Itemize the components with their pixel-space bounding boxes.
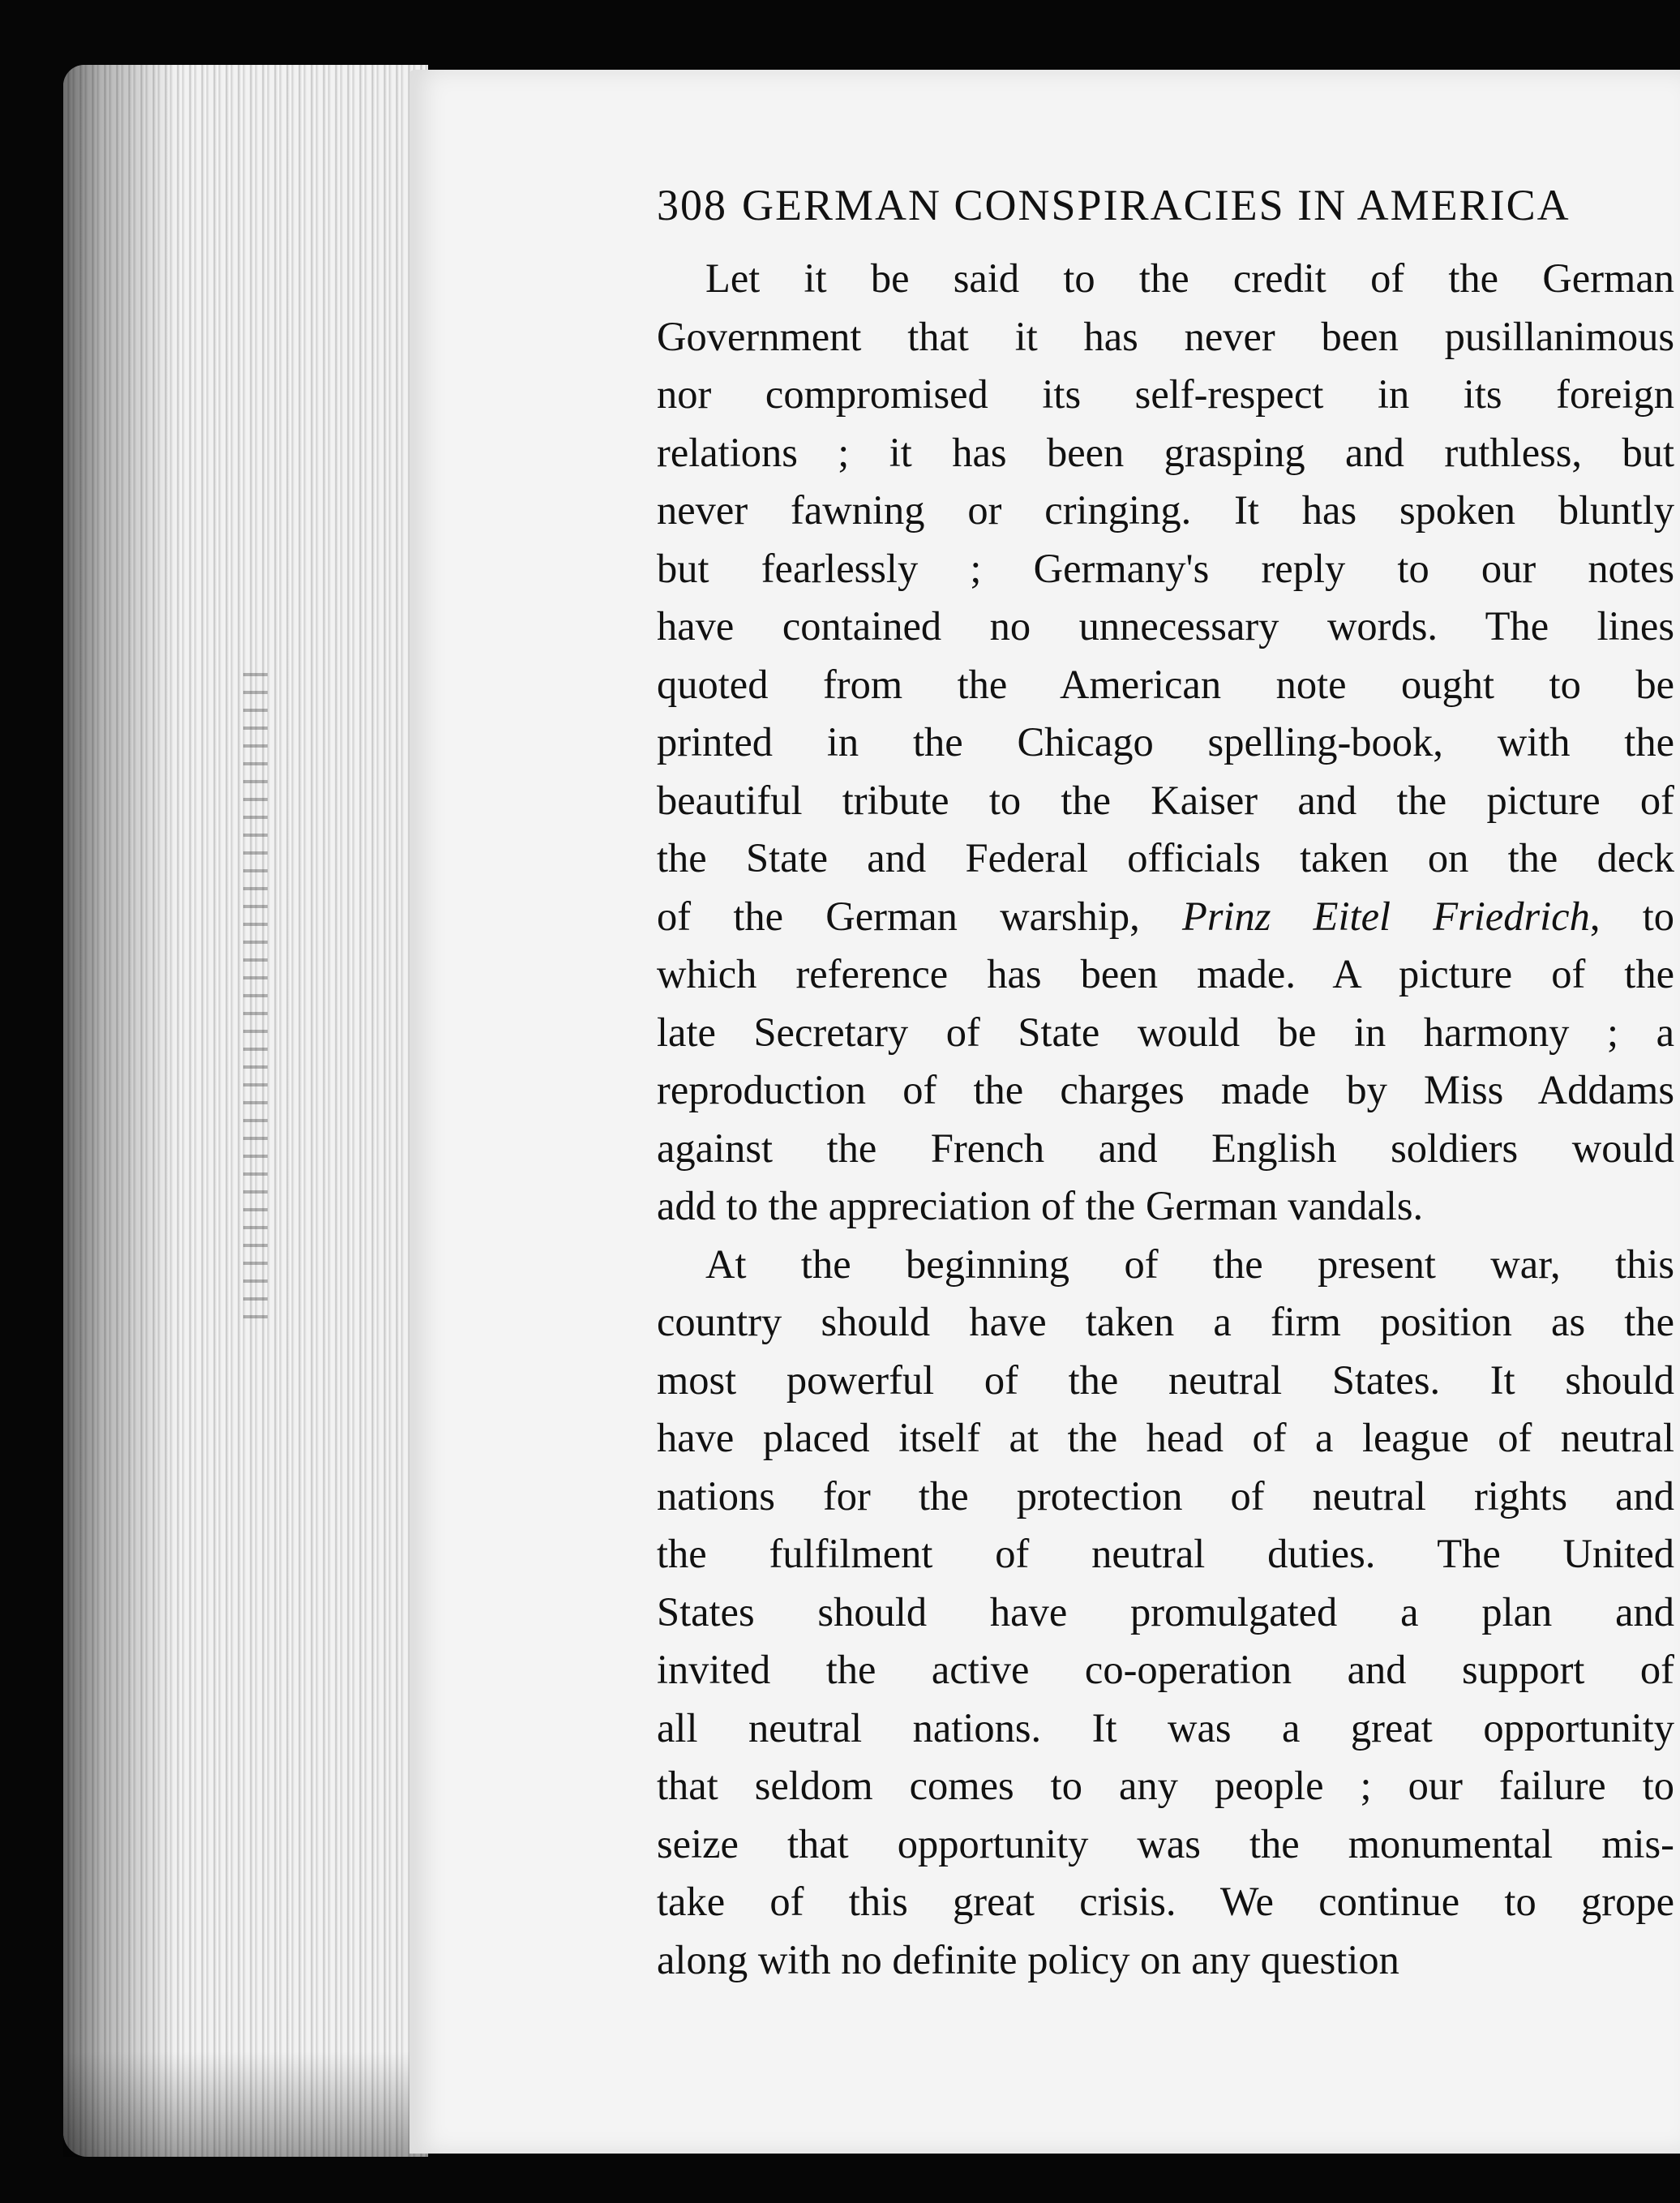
text-line: nor compromised its self-respect in its foreign — [657, 371, 1674, 417]
text-line: Government that it has never been pusillanimous — [657, 313, 1674, 359]
text-line: the fulfilment of neutral duties. The United — [657, 1531, 1674, 1576]
text-line: have contained no unnecessary words. The lines — [657, 603, 1674, 649]
book-edge-bottom-shadow — [63, 2051, 428, 2157]
text-line: invited the active co-operation and support of — [657, 1647, 1674, 1692]
text-line: beautiful tribute to the Kaiser and the picture of — [657, 777, 1674, 823]
text-line: Let it be said to the credit of the German — [705, 255, 1674, 301]
text-line: that seldom comes to any people ; our failure to — [657, 1763, 1674, 1808]
italic-ship-name: Prinz Eitel Friedrich — [1181, 893, 1590, 939]
running-head-title: GERMAN CONSPIRACIES IN AMERICA — [742, 181, 1571, 229]
text-line: against the French and English soldiers would — [657, 1125, 1674, 1171]
text-line: which reference has been made. A picture of the — [657, 951, 1674, 996]
text-line: late Secretary of State would be in harmony ; a — [657, 1009, 1674, 1055]
text-line-with-italic: of the German warship, Prinz Eitel Friedrich, to — [657, 893, 1674, 939]
running-head — [657, 177, 1674, 234]
text-line: most powerful of the neutral States. It should — [657, 1357, 1674, 1403]
page-number: 308 — [657, 181, 727, 229]
text-line: relations ; it has been grasping and ruthless, but — [657, 429, 1674, 475]
book-edge-shadow — [63, 65, 177, 2157]
text-line: country should have taken a firm position as the — [657, 1299, 1674, 1344]
book-edge-marks — [243, 673, 268, 1322]
text-line: At the beginning of the present war, this — [705, 1241, 1674, 1287]
text-line: all neutral nations. It was a great opportunity — [657, 1704, 1674, 1751]
text-line: printed in the Chicago spelling-book, with the — [657, 719, 1674, 765]
paragraph-1 — [657, 250, 1674, 1236]
text-line: States should have promulgated a plan and — [657, 1588, 1674, 1635]
text-line: reproduction of the charges made by Miss Addams — [657, 1067, 1674, 1112]
text-line: have placed itself at the head of a league of neutral — [657, 1415, 1674, 1460]
text-line: quoted from the American note ought to be — [657, 661, 1674, 707]
text-line: take of this great crisis. We continue to grope — [657, 1879, 1674, 1924]
paragraph-2 — [657, 1236, 1674, 1990]
text-line: never fawning or cringing. It has spoken bluntly — [657, 487, 1674, 533]
text-line: but fearlessly ; Germany's reply to our notes — [657, 545, 1674, 591]
text-line: seize that opportunity was the monumental mis- — [657, 1820, 1674, 1867]
text-line: nations for the protection of neutral rights and — [657, 1472, 1674, 1519]
text-line: add to the appreciation of the German vandals. — [657, 1183, 1424, 1228]
text-line: along with no definite policy on any question — [657, 1936, 1399, 1982]
text-line: the State and Federal officials taken on the deck — [657, 835, 1674, 881]
page-text-block — [657, 177, 1674, 1989]
